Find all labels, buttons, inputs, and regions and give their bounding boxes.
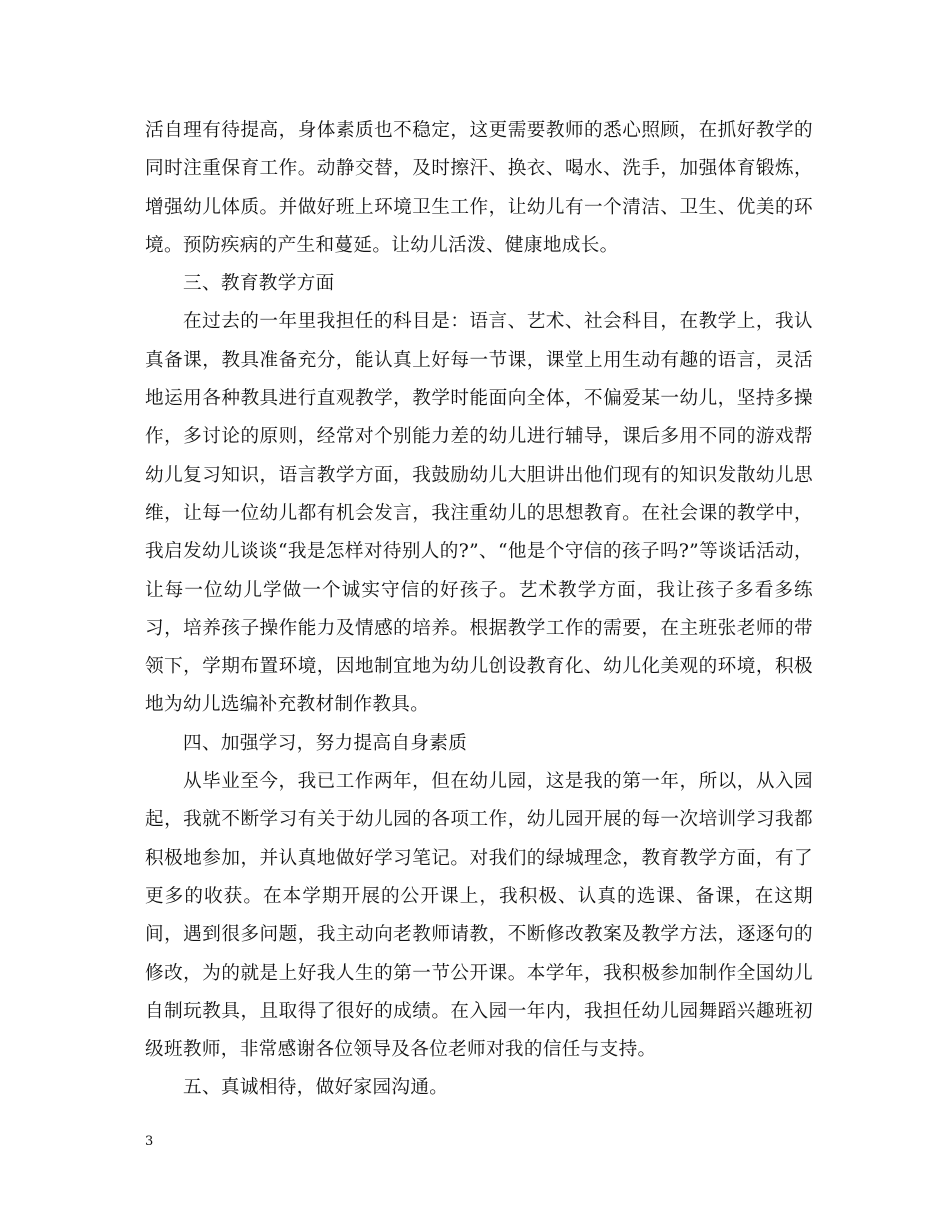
section-heading-teaching: 三、教育教学方面 [183,273,335,295]
section-heading-communication: 五、真诚相待，做好家园沟通。 [183,1077,449,1099]
paragraph-teaching: 在过去的一年里我担任的科目是：语言、艺术、社会科目，在教学上，我认真备课，教具准备充分，能认真上好每一节课，课堂上用生动有趣的语言，灵活地运用各种教具进行直观教学，教学时能面向全体，不偏爱某一幼儿，坚持多操作，多讨论的原则，经常对个别能力差的幼儿进行辅导，课后多用不同的游戏帮幼儿复习知识，语言教学方面，我鼓励幼儿大胆讲出他们现有的知识发散幼儿思维，让每一位幼儿都有机会发言，我注重幼儿的思想教育。在社会课的教学中，我启发幼儿谈谈“我是怎样对待别人的?”、“他是个守信的孩子吗?”等谈话活动，让每一位幼儿学做一个诚实守信的好孩子。艺术教学方面，我让孩子多看多练习，培养孩子操作能力及情感的培养。根据教学工作的需要，在主班张老师的带领下，学期布置环境，因地制宜地为幼儿创设教育化、幼儿化美观的环境，积极地为幼儿选编补充教材制作教具。 [145,311,813,716]
paragraph-learning: 从毕业至今，我已工作两年，但在幼儿园，这是我的第一年，所以，从入园起，我就不断学习有关于幼儿园的各项工作，幼儿园开展的每一次培训学习我都积极地参加，并认真地做好学习笔记。对我们的绿城理念，教育教学方面，有了更多的收获。在本学期开展的公开课上，我积极、认真的选课、备课，在这期间，遇到很多问题，我主动向老教师请教，不断修改教案及教学方法，逐逐句的修改，为的就是上好我人生的第一节公开课。本学年，我积极参加制作全国幼儿自制玩教具，且取得了很好的成绩。在入园一年内，我担任幼儿园舞蹈兴趣班初级班教师，非常感谢各位领导及各位老师对我的信任与支持。 [145,771,813,1061]
document-body [145,112,813,1108]
section-heading-learning: 四、加强学习，努力提高自身素质 [183,732,468,754]
page-number: 3 [145,1134,154,1149]
paragraph-health-care: 活自理有待提高，身体素质也不稳定，这更需要教师的悉心照顾，在抓好教学的同时注重保育工作。动静交替，及时擦汗、换衣、喝水、洗手，加强体育锻炼，增强幼儿体质。并做好班上环境卫生工作，让幼儿有一个清洁、卫生、优美的环境。预防疾病的产生和蔓延。让幼儿活泼、健康地成长。 [145,120,813,256]
